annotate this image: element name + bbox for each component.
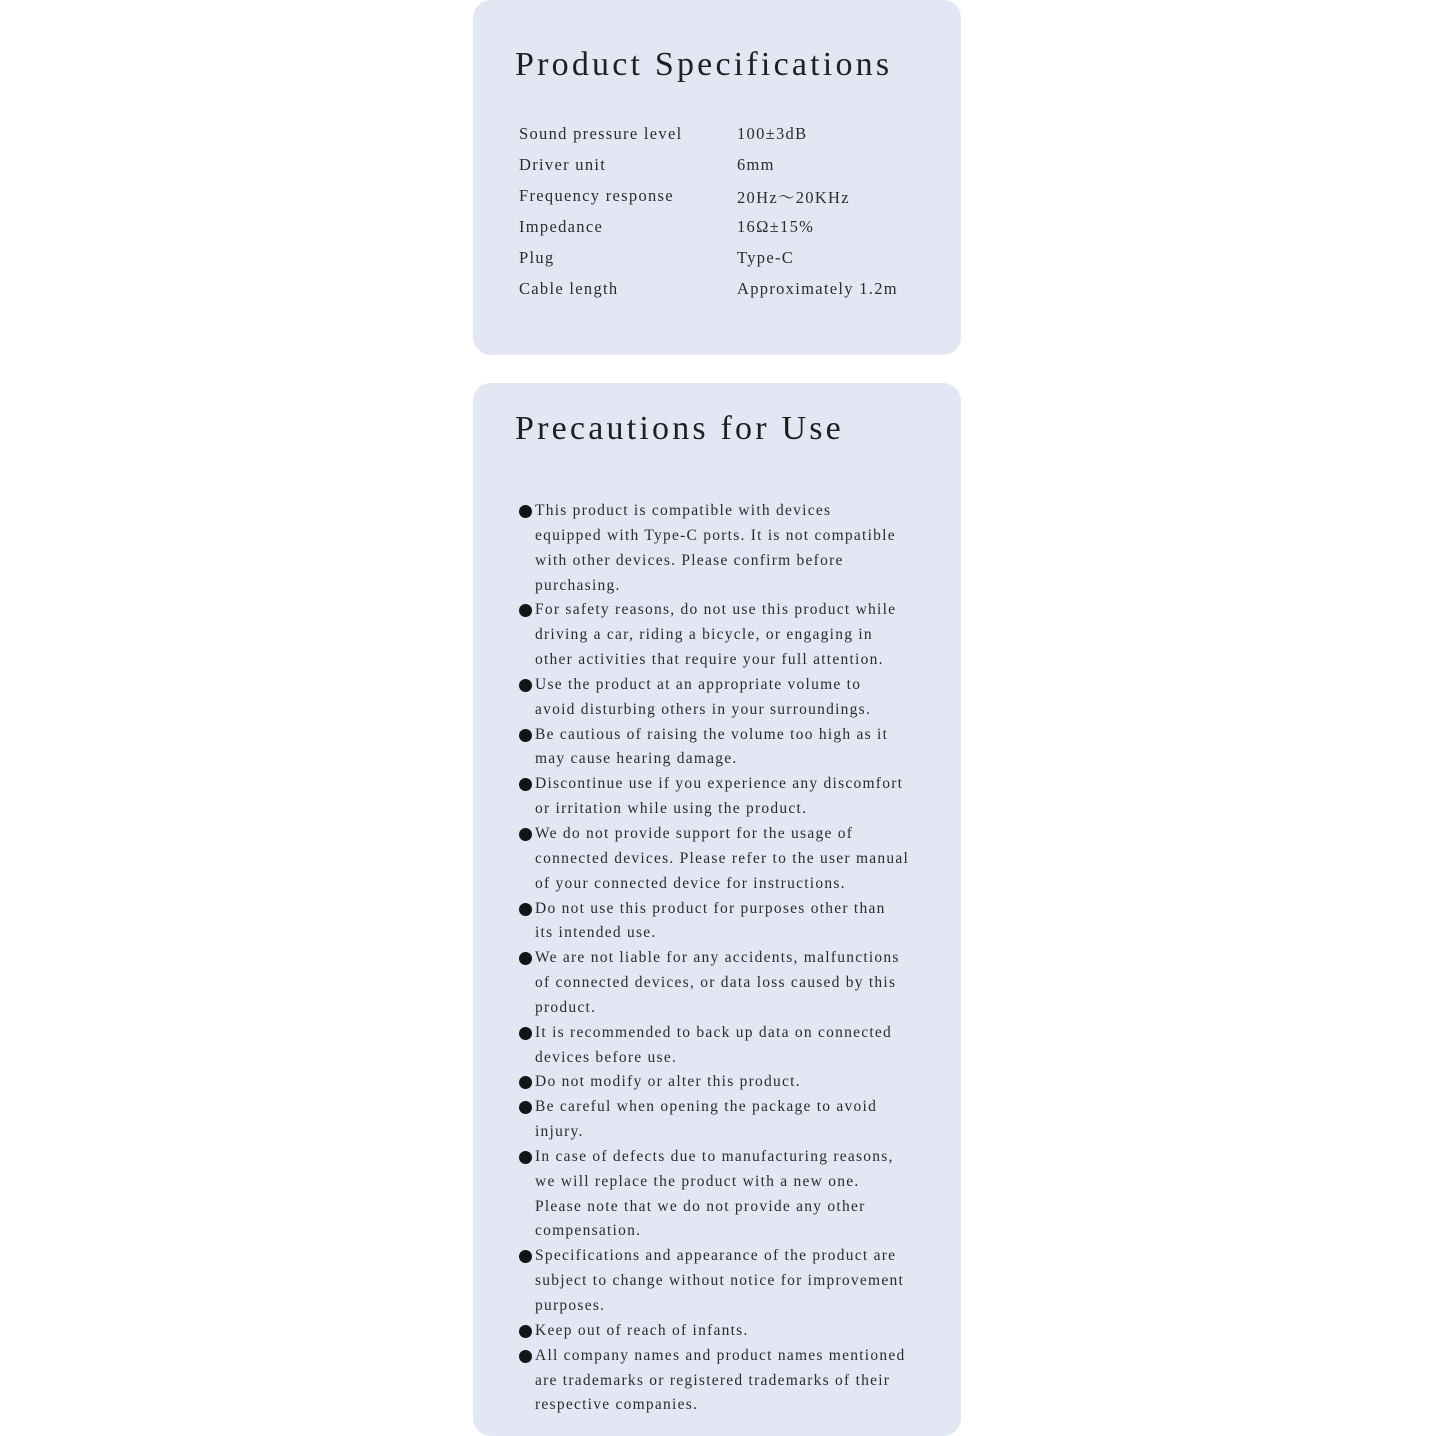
precaution-text: We do not provide support for the usage of connected devices. Please refer to the user manual of your connected device for instructions.	[535, 824, 910, 892]
precautions-card	[473, 383, 961, 1436]
spec-label: Plug	[519, 247, 555, 267]
spec-value: Type-C	[737, 247, 795, 267]
spec-label: Driver unit	[519, 154, 607, 174]
bullet-icon	[519, 1250, 532, 1263]
spec-value: 6mm	[737, 154, 775, 174]
spec-value: 16Ω±15%	[737, 216, 815, 236]
precaution-text: It is recommended to back up data on connected devices before use.	[535, 1023, 893, 1066]
precaution-text: For safety reasons, do not use this product while driving a car, riding a bicycle, or engaging in other activities that require your full attention.	[535, 601, 897, 669]
list-item	[519, 598, 939, 673]
bullet-icon	[519, 778, 532, 791]
spec-label: Sound pressure level	[519, 123, 683, 143]
spec-row	[519, 118, 898, 149]
precaution-text: Do not use this product for purposes other than its intended use.	[535, 899, 886, 942]
bullet-icon	[519, 604, 532, 617]
spec-row	[519, 149, 898, 180]
precautions-list	[519, 499, 939, 1418]
bullet-icon	[519, 679, 532, 692]
bullet-icon	[519, 1027, 532, 1040]
bullet-icon	[519, 952, 532, 965]
precaution-text: Use the product at an appropriate volume to avoid disturbing others in your surroundings.	[535, 675, 872, 718]
list-item	[519, 1344, 939, 1419]
precautions-title: Precautions for Use	[515, 410, 844, 447]
bullet-icon	[519, 1350, 532, 1363]
bullet-icon	[519, 1151, 532, 1164]
list-item	[519, 723, 939, 773]
specifications-table	[519, 118, 898, 304]
spec-row	[519, 242, 898, 273]
spec-row	[519, 273, 898, 304]
precaution-text: Keep out of reach of infants.	[535, 1321, 749, 1339]
precaution-text: In case of defects due to manufacturing reasons, we will replace the product with a new one. Please note that we do not provide any other compensation.	[535, 1147, 894, 1240]
spec-row	[519, 211, 898, 242]
bullet-icon	[519, 1101, 532, 1114]
precaution-text: Specifications and appearance of the product are subject to change without notice for improvement purposes.	[535, 1247, 905, 1314]
spec-value: 20Hz～20KHz	[737, 187, 850, 207]
precaution-text: All company names and product names mentioned are trademarks or registered trademarks of their respective companies.	[535, 1346, 906, 1414]
precaution-text: Discontinue use if you experience any discomfort or irritation while using the product.	[535, 775, 904, 818]
spec-value: 100±3dB	[737, 123, 808, 143]
list-item	[519, 673, 939, 723]
bullet-icon	[519, 729, 532, 742]
list-item	[519, 772, 939, 822]
spec-value: Approximately 1.2m	[737, 278, 898, 298]
bullet-icon	[519, 828, 532, 841]
precaution-text: Be cautious of raising the volume too high as it may cause hearing damage.	[535, 725, 889, 768]
list-item	[519, 1319, 939, 1344]
list-item	[519, 1021, 939, 1071]
specifications-title: Product Specifications	[515, 46, 893, 83]
list-item	[519, 897, 939, 947]
specifications-card	[473, 0, 961, 355]
spec-label: Cable length	[519, 278, 619, 298]
spec-label: Impedance	[519, 216, 604, 236]
list-item	[519, 946, 939, 1021]
list-item	[519, 499, 939, 598]
list-item	[519, 1145, 939, 1244]
precaution-text: Do not modify or alter this product.	[535, 1073, 801, 1091]
list-item	[519, 1070, 939, 1095]
list-item	[519, 822, 939, 897]
bullet-icon	[519, 903, 532, 916]
bullet-icon	[519, 1325, 532, 1338]
spec-label: Frequency response	[519, 185, 674, 205]
bullet-icon	[519, 505, 532, 518]
bullet-icon	[519, 1076, 532, 1089]
list-item	[519, 1244, 939, 1319]
precaution-text: Be careful when opening the package to avoid injury.	[535, 1098, 878, 1141]
precaution-text: We are not liable for any accidents, malfunctions of connected devices, or data loss caused by this product.	[535, 949, 900, 1016]
spec-row	[519, 180, 898, 211]
precaution-text: This product is compatible with devices equipped with Type-C ports. It is not compatible with other devices. Please confirm before purchasing.	[535, 502, 896, 594]
list-item	[519, 1095, 939, 1145]
